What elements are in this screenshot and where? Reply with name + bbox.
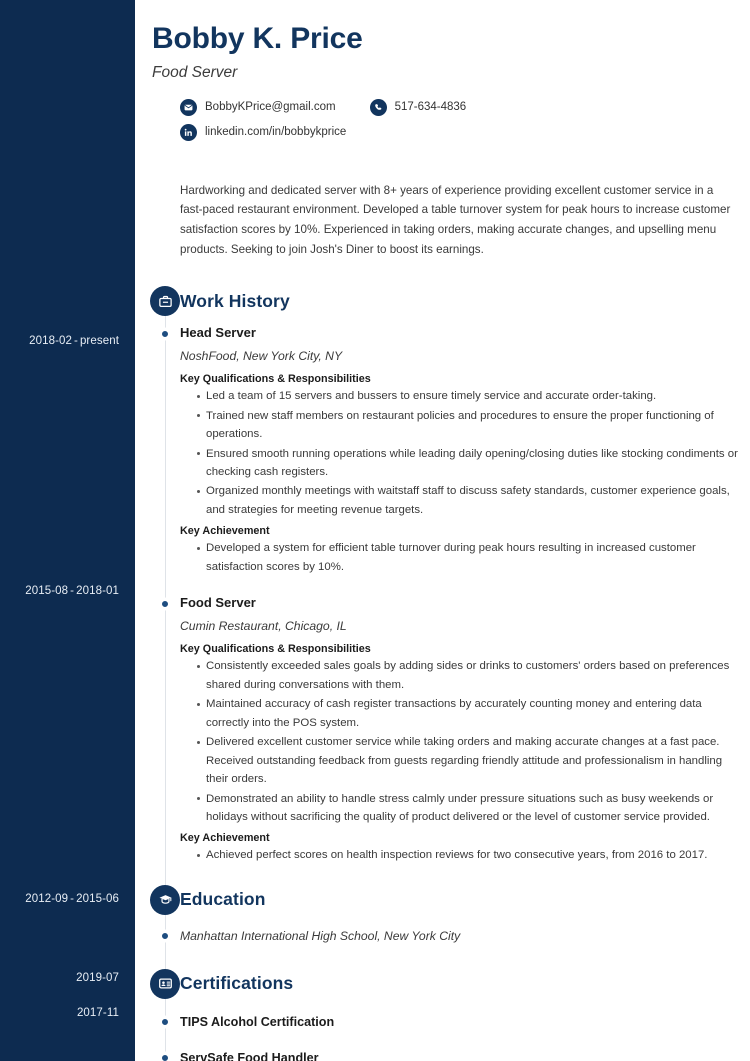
date-start: 2012-09 [25,893,69,905]
timeline-dot [160,1053,170,1061]
work-entry-achievement-label: Key Achievement [180,832,270,845]
work-entry-employer: Cumin Restaurant, Chicago, IL [180,619,347,634]
resume-header [135,0,750,141]
professional-summary: Hardworking and dedicated server with 8+ years of experience providing excellent customer service in a fast-paced restaurant environment. Developed a table turnover system for peak hours to increase customer satisfaction scores by 10%. Experienced in taking orders, making accurate changes, and upselling menu products. Seeking to join Josh's Diner to boost its earnings. [180,183,731,257]
date-end: 2015-06 [76,893,119,905]
contact-email[interactable] [180,99,336,116]
email-icon [180,99,197,116]
contact-list [152,99,730,141]
section-header-work-history [135,286,750,316]
date-end: present [79,335,119,347]
list-item: Consistently exceeded sales goals by adding sides or drinks to customers' orders based on preferences shared during conversations with them. [197,657,750,694]
list-item: Achieved perfect scores on health inspection reviews for two consecutive years, from 2016 to 2017. [197,846,750,864]
graduation-cap-icon [150,885,180,915]
section-certifications [180,969,750,1061]
work-entry-qualifications-label: Key Qualifications & Responsibilities [180,643,371,656]
briefcase-icon [150,286,180,316]
list-item: Developed a system for efficient table turnover during peak hours resulting in increased customer satisfaction scores by 10%. [197,539,750,576]
section-header-certifications [135,969,750,999]
date-start: 2018-02 [29,335,72,347]
list-item: Maintained accuracy of cash register transactions by accurately counting money and entering data correctly into the POS system. [197,695,750,732]
contact-email-text: BobbyKPrice@gmail.com [205,101,336,113]
linkedin-icon [180,124,197,141]
list-item: Demonstrated an ability to handle stress calmly under pressure situations such as busy weekends or holidays without sacrificing the quality of product delivered or the level of customer service provided. [197,790,750,827]
certificate-icon [150,969,180,999]
work-entry-achievement-label: Key Achievement [180,525,270,538]
work-entry-title: Food Server [180,595,256,611]
work-entry-employer: NoshFood, New York City, NY [180,349,343,364]
page-title: Bobby K. Price [152,22,363,55]
work-entry-achievement-list [180,846,750,864]
job-title: Food Server [152,63,238,81]
work-entry [135,325,750,576]
work-entry-qualifications-label: Key Qualifications & Responsibilities [180,373,371,386]
section-work-history [180,286,750,865]
timeline-dot [160,1017,170,1027]
sidebar-date-work-1 [0,585,119,597]
sidebar-date-certification-0: 2019-07 [76,972,119,984]
contact-linkedin[interactable] [180,124,696,141]
date-start: 2015-08 [25,585,69,597]
contact-phone[interactable] [370,99,467,116]
certification-entry [135,1051,750,1061]
work-entry-achievement-list [180,539,750,576]
date-separator: - [70,893,75,905]
certification-entry [135,1015,750,1029]
timeline-dot [160,329,170,339]
work-entry-qualifications-list [180,657,750,826]
list-item: Organized monthly meetings with waitstaff staff to discuss safety standards, customer experience goals, and strategies for meeting revenue targets. [197,482,750,519]
section-title-work-history: Work History [180,290,290,311]
education-entry-school: Manhattan International High School, New York City [180,928,461,943]
contact-phone-text: 517-634-4836 [394,101,467,113]
section-title-education: Education [180,889,266,910]
resume-timeline [135,286,750,1061]
date-separator: - [74,335,78,347]
certification-title: TIPS Alcohol Certification [180,1014,335,1029]
sidebar-date-work-0 [0,335,119,347]
sidebar-date-certification-1: 2017-11 [76,1007,119,1019]
section-title-certifications: Certifications [180,973,294,994]
phone-icon [370,99,387,116]
sidebar-date-education-0 [0,893,119,905]
contact-linkedin-text: linkedin.com/in/bobbykprice [205,126,347,138]
work-entry [135,595,750,865]
timeline-dot [160,931,170,941]
list-item: Ensured smooth running operations while leading daily opening/closing duties like stocking condiments or checking cash registers. [197,445,750,482]
work-entry-title: Head Server [180,325,256,341]
main-content [135,0,750,1061]
list-item: Delivered excellent customer service while taking orders and making accurate changes at a fast pace. Received outstanding feedback from guests regarding friendly attitude and professionalism in handling their orders. [197,733,750,788]
section-education [180,885,750,943]
sidebar-timeline-dates [0,0,135,1061]
education-entry [135,929,750,943]
certification-title: ServSafe Food Handler [180,1050,319,1061]
work-entry-qualifications-list [180,387,750,519]
list-item: Trained new staff members on restaurant policies and procedures to ensure the proper functioning of operations. [197,407,750,444]
section-header-education [135,885,750,915]
timeline-dot [160,599,170,609]
date-end: 2018-01 [76,585,119,597]
list-item: Led a team of 15 servers and bussers to ensure timely service and accurate order-taking. [197,387,750,405]
date-separator: - [70,585,75,597]
